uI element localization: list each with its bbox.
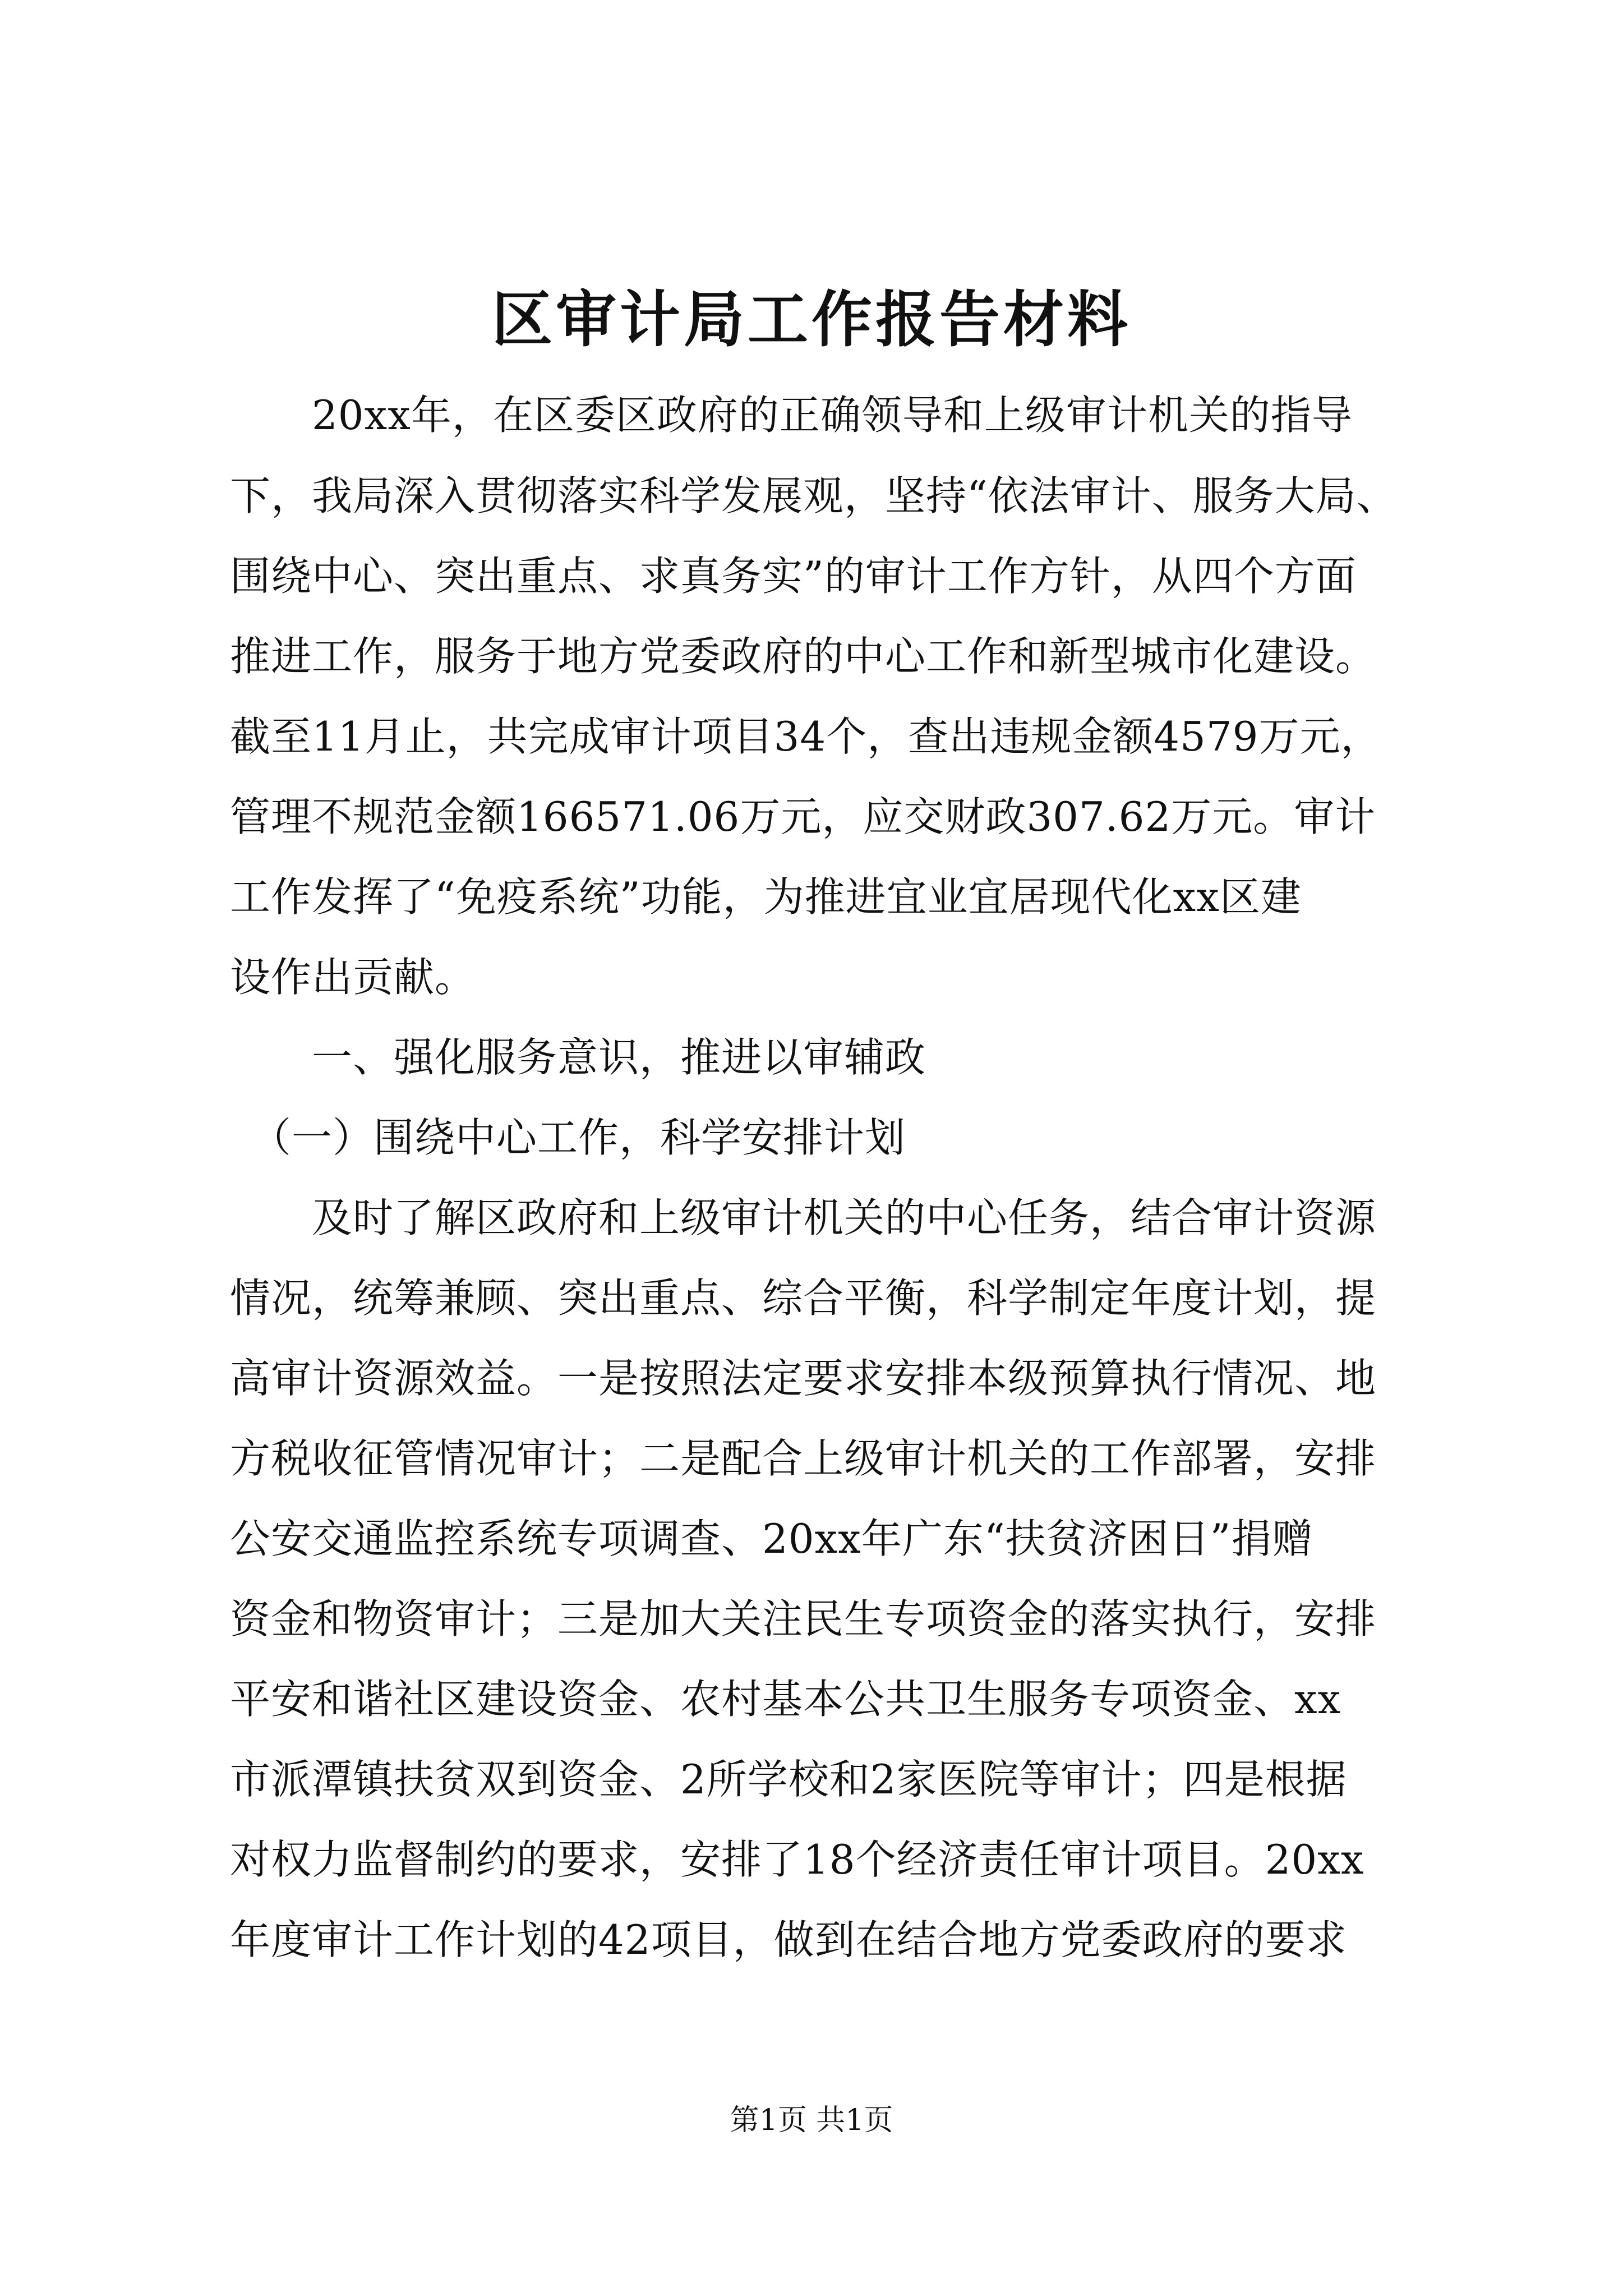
body-line-11: 及时了解区政府和上级审计机关的中心任务，结合审计资源 [230,1194,1377,1241]
body-line-4: 推进工作，服务于地方党委政府的中心工作和新型城市化建设。 [230,633,1377,680]
body-line-17: 平安和谐社区建设资金、农村基本公共卫生服务专项资金、xx [230,1676,1341,1723]
body-line-18: 市派潭镇扶贫双到资金、2所学校和2家医院等审计；四是根据 [230,1756,1347,1803]
body-line-12: 情况，统筹兼顾、突出重点、综合平衡，科学制定年度计划，提 [230,1274,1377,1322]
body-line-20: 年度审计工作计划的42项目，做到在结合地方党委政府的要求 [230,1916,1347,1963]
section-heading-1: 一、强化服务意识，推进以审辅政 [230,1034,926,1081]
body-line-3: 围绕中心、突出重点、求真务实”的审计工作方针，从四个方面 [230,553,1357,600]
body-line-15: 公安交通监控系统专项调查、20xx年广东“扶贫济困日”捐赠 [230,1515,1313,1562]
body-line-5: 截至11月止，共完成审计项目34个，查出违规金额4579万元， [230,713,1382,760]
body-line-13: 高审计资源效益。一是按照法定要求安排本级预算执行情况、地 [230,1355,1377,1402]
body-line-7: 工作发挥了“免疫系统”功能，为推进宜业宜居现代化xx区建 [230,873,1302,921]
body-line-2: 下，我局深入贯彻落实科学发展观，坚持“依法审计、服务大局、 [230,472,1398,519]
page-footer: 第1页 共1页 [730,2104,893,2137]
body-line-19: 对权力监督制约的要求，安排了18个经济责任审计项目。20xx [230,1836,1364,1883]
body-line-8: 设作出贡献。 [230,954,476,1001]
document-title: 区审计局工作报告材料 [491,284,1131,355]
body-line-1: 20xx年，在区委区政府的正确领导和上级审计机关的指导 [230,392,1353,439]
body-line-16: 资金和物资审计；三是加大关注民生专项资金的落实执行，安排 [230,1595,1377,1642]
body-line-6: 管理不规范金额166571.06万元，应交财政307.62万元。审计 [230,793,1376,840]
body-line-14: 方税收征管情况审计；二是配合上级审计机关的工作部署，安排 [230,1435,1377,1482]
subsection-heading-1: （一）围绕中心工作，科学安排计划 [230,1114,906,1161]
